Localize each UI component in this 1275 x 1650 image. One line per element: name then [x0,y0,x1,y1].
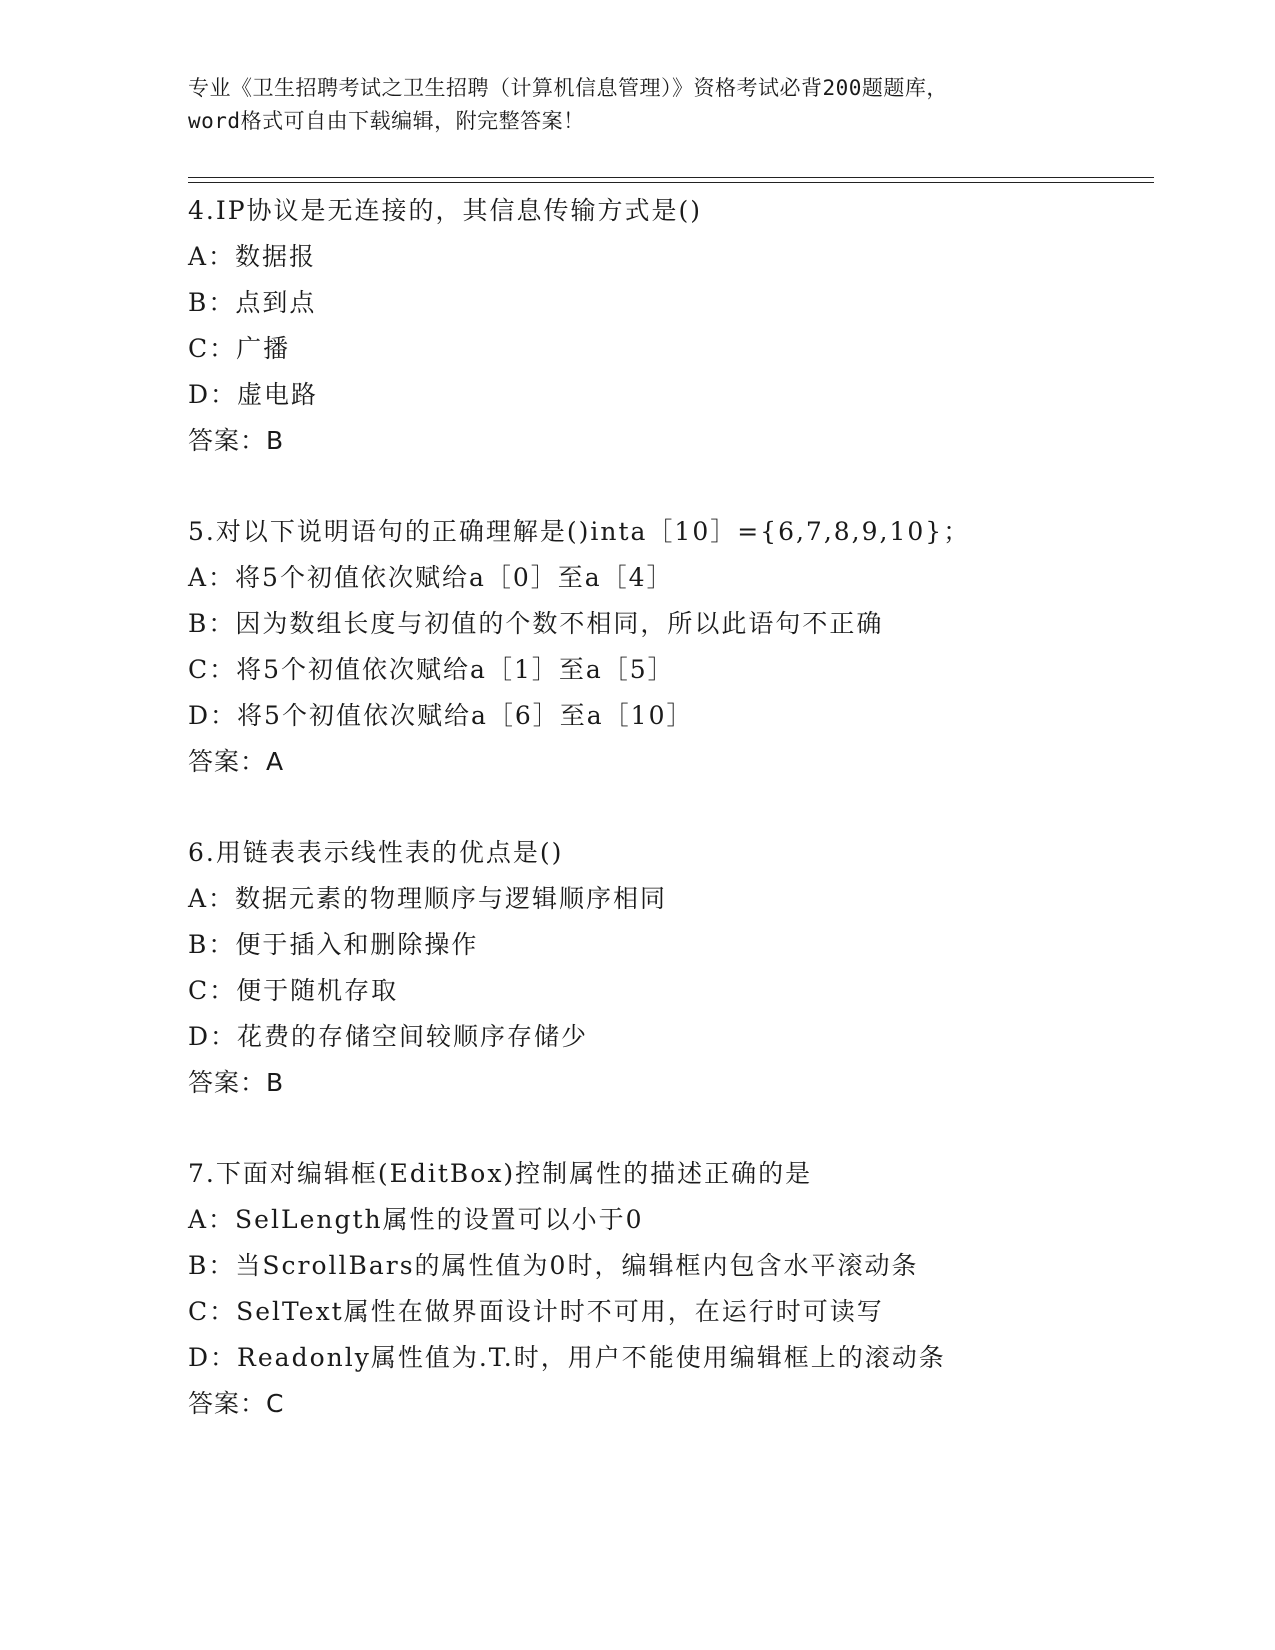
option-b: B：点到点 [188,288,317,317]
question-7 [188,1151,1188,1427]
header-divider-top [188,177,1154,178]
option-c: C：SelText属性在做界面设计时不可用，在运行时可读写 [188,1297,884,1326]
option-a: A：将5个初值依次赋给a［0］至a［4］ [188,563,674,592]
answer-label: 答案：C [188,1389,285,1418]
document-header [188,72,1088,138]
question-5 [188,509,1188,785]
question-spacer [188,1106,1188,1151]
option-c: C：便于随机存取 [188,976,399,1005]
question-4 [188,188,1188,464]
option-d: D：虚电路 [188,380,319,409]
header-line-1: 专业《卫生招聘考试之卫生招聘（计算机信息管理）》资格考试必背200题题库， [188,76,948,100]
question-stem: 4.IP协议是无连接的，其信息传输方式是() [188,196,703,225]
option-d: D：将5个初值依次赋给a［6］至a［10］ [188,701,694,730]
option-b: B：当ScrollBars的属性值为0时，编辑框内包含水平滚动条 [188,1251,919,1280]
question-spacer [188,785,1188,830]
option-b: B：便于插入和删除操作 [188,930,479,959]
option-c: C：广播 [188,334,291,363]
option-c: C：将5个初值依次赋给a［1］至a［5］ [188,655,675,684]
option-a: A：数据元素的物理顺序与逻辑顺序相同 [188,884,668,913]
option-d: D：Readonly属性值为.T.时，用户不能使用编辑框上的滚动条 [188,1343,946,1372]
answer-label: 答案：A [188,747,285,776]
question-6 [188,830,1188,1106]
option-d: D：花费的存储空间较顺序存储少 [188,1022,589,1051]
question-spacer [188,464,1188,509]
option-a: A：SelLength属性的设置可以小于0 [188,1205,644,1234]
header-line-2: word格式可自由下载编辑，附完整答案！ [188,109,585,133]
answer-label: 答案：B [188,1068,285,1097]
question-stem: 7.下面对编辑框(EditBox)控制属性的描述正确的是 [188,1159,813,1188]
option-b: B：因为数组长度与初值的个数不相同，所以此语句不正确 [188,609,884,638]
answer-label: 答案：B [188,426,285,455]
question-stem: 5.对以下说明语句的正确理解是()inta［10］={6,7,8,9,10}； [188,517,971,546]
header-divider-bottom [188,182,1154,183]
question-list [188,188,1188,1427]
question-stem: 6.用链表表示线性表的优点是() [188,838,564,867]
option-a: A：数据报 [188,242,317,271]
